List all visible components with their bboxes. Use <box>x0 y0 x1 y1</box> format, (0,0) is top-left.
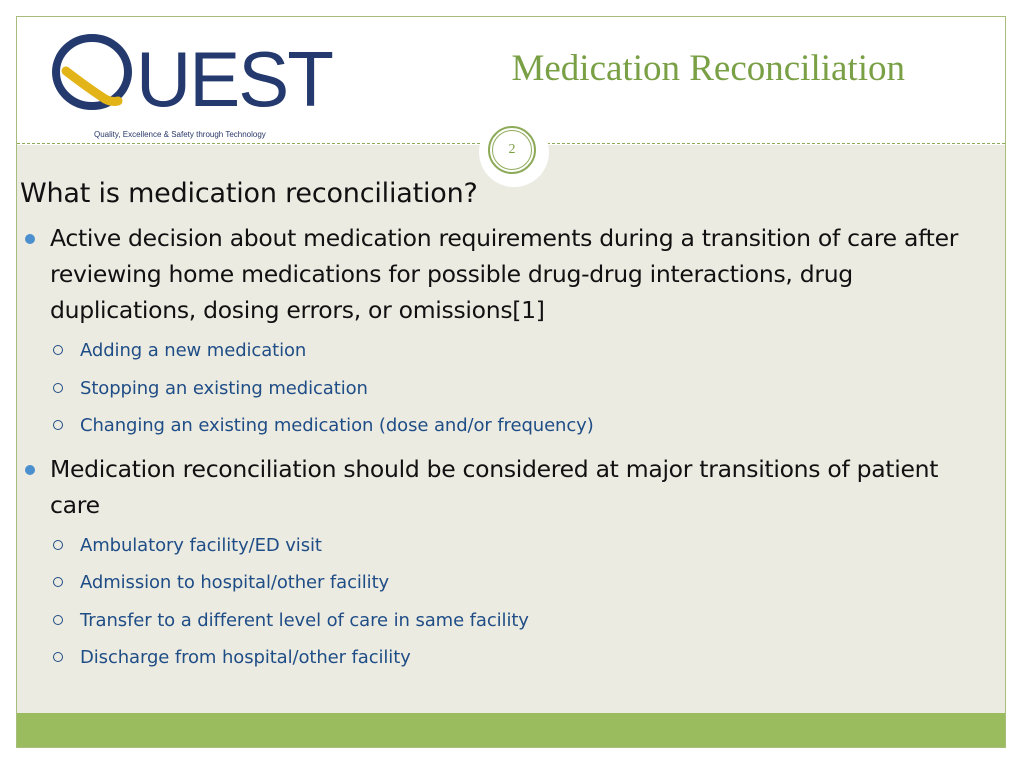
sub-item-text: Stopping an existing medication <box>80 377 368 399</box>
sub-item <box>20 407 980 445</box>
bullet-text: Medication reconciliation should be considered at major transitions of patient care <box>50 454 939 519</box>
bullet-item <box>20 451 980 523</box>
sub-list <box>20 527 980 677</box>
logo-wordmark: UEST <box>136 35 333 123</box>
sub-item <box>20 332 980 370</box>
bullet-item <box>20 220 980 328</box>
sub-item-text: Admission to hospital/other facility <box>80 572 390 593</box>
circle-bullet-icon <box>53 540 63 550</box>
question-heading: What is medication reconciliation? <box>20 178 478 209</box>
sub-item <box>20 564 980 602</box>
sub-item <box>20 370 980 408</box>
bullet-dot-icon <box>25 234 35 244</box>
sub-item-text: Adding a new medication <box>80 340 307 361</box>
circle-bullet-icon <box>53 615 63 625</box>
bullet-text: Active decision about medication requirements during a transition of care after reviewing home medications for possible drug-drug interactions, drug duplications, dosing errors, or omissions[1] <box>50 224 959 324</box>
quest-logo <box>44 27 344 139</box>
sub-item-text: Transfer to a different level of care in same facility <box>80 609 529 631</box>
slide-title: Medication Reconciliation <box>511 48 905 89</box>
circle-bullet-icon <box>53 652 63 662</box>
sub-list <box>20 332 980 445</box>
bullet-dot-icon <box>25 465 35 475</box>
sub-item-text: Changing an existing medication (dose and/or frequency) <box>80 415 594 436</box>
sub-item-text: Ambulatory facility/ED visit <box>80 534 322 556</box>
sub-item <box>20 602 980 640</box>
slide-body <box>20 174 980 683</box>
circle-bullet-icon <box>53 420 63 430</box>
page-number: 2 <box>488 126 536 174</box>
circle-bullet-icon <box>53 345 63 355</box>
quest-logo-mark <box>44 27 344 127</box>
sub-item <box>20 527 980 565</box>
logo-tagline: Quality, Excellence & Safety through Technology <box>94 130 266 139</box>
circle-bullet-icon <box>53 577 63 587</box>
sub-item <box>20 639 980 677</box>
sub-item-text: Discharge from hospital/other facility <box>80 647 411 668</box>
circle-bullet-icon <box>53 383 63 393</box>
footer-bar <box>17 713 1005 747</box>
